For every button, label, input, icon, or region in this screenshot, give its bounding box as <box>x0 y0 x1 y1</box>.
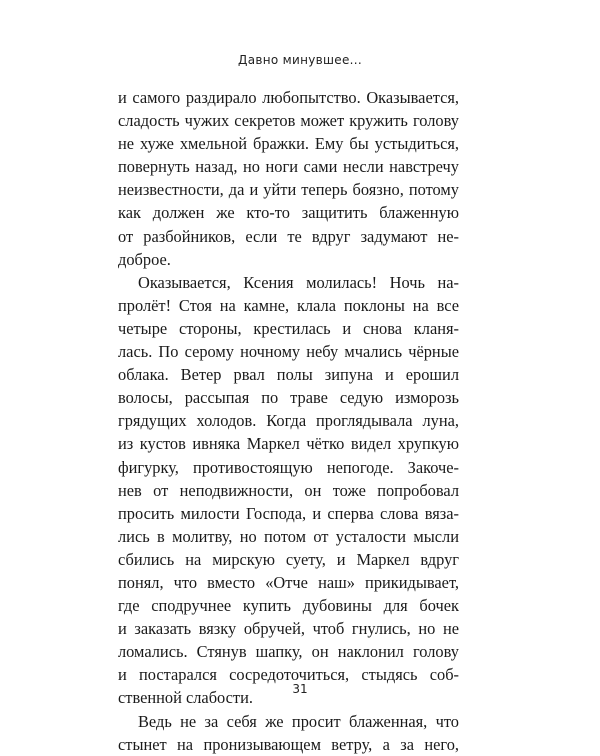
text-line: нев от неподвижности, он тоже попробовал <box>118 480 459 500</box>
text-line: лись в молитву, но потом от усталости мысли <box>118 526 459 546</box>
text-line: грядущих холодов. Когда проглядывала луна, <box>118 411 459 431</box>
text-line: Ведь не за себя же просит блаженная, что <box>138 711 459 731</box>
text-line: облака. Ветер рвал полы зипуна и ерошил <box>118 365 459 385</box>
text-line: лась. По серому ночному небу мчались чёрные <box>118 342 459 362</box>
text-line: просить милости Господа, и сперва слова вяза- <box>118 503 459 523</box>
text-line: ломались. Стянув шапку, он наклонил голову <box>118 642 459 662</box>
text-line: неизвестности, да и уйти теперь боязно, потому <box>118 180 459 200</box>
text-line: фигурку, противостоящую непогоде. Закоче- <box>118 457 459 477</box>
text-line: доброе. <box>118 249 171 269</box>
text-line: и постарался сосредоточиться, стыдясь соб- <box>118 665 459 685</box>
text-line: и заказать вязку обручей, чтоб гнулись, но не <box>118 619 459 639</box>
text-line: сладость чужих секретов может кружить голову <box>118 111 459 131</box>
text-line: пролёт! Стоя на камне, клала поклоны на все <box>118 295 459 315</box>
text-line: как должен же кто-то защитить блаженную <box>118 203 459 223</box>
text-line: повернуть назад, но ноги сами несли навстречу <box>118 157 459 177</box>
text-line: где сподручнее купить дубовины для бочек <box>118 596 459 616</box>
text-line: не хуже хмельной бражки. Ему бы устыдиться, <box>118 134 459 154</box>
body-text <box>118 86 459 756</box>
text-line: от разбойников, если те вдруг задумают не- <box>118 226 459 246</box>
text-line: четыре стороны, крестилась и снова кланя- <box>118 318 459 338</box>
running-head: Давно минувшее... <box>238 53 362 67</box>
text-line: из кустов ивняка Маркел чётко видел хрупкую <box>118 434 459 454</box>
text-line: понял, что вместо «Отче наш» прикидывает, <box>118 572 459 592</box>
page-number: 31 <box>292 682 308 696</box>
text-line: волосы, рассыпая по траве седую изморозь <box>118 388 459 408</box>
text-line: Оказывается, Ксения молилась! Ночь на- <box>138 272 459 292</box>
text-line: ственной слабости. <box>118 688 253 708</box>
text-line: стынет на пронизывающем ветру, а за него, <box>118 734 459 754</box>
text-line: и самого раздирало любопытство. Оказывается, <box>118 88 459 107</box>
text-line: сбились на мирскую суету, и Маркел вдруг <box>118 549 459 569</box>
